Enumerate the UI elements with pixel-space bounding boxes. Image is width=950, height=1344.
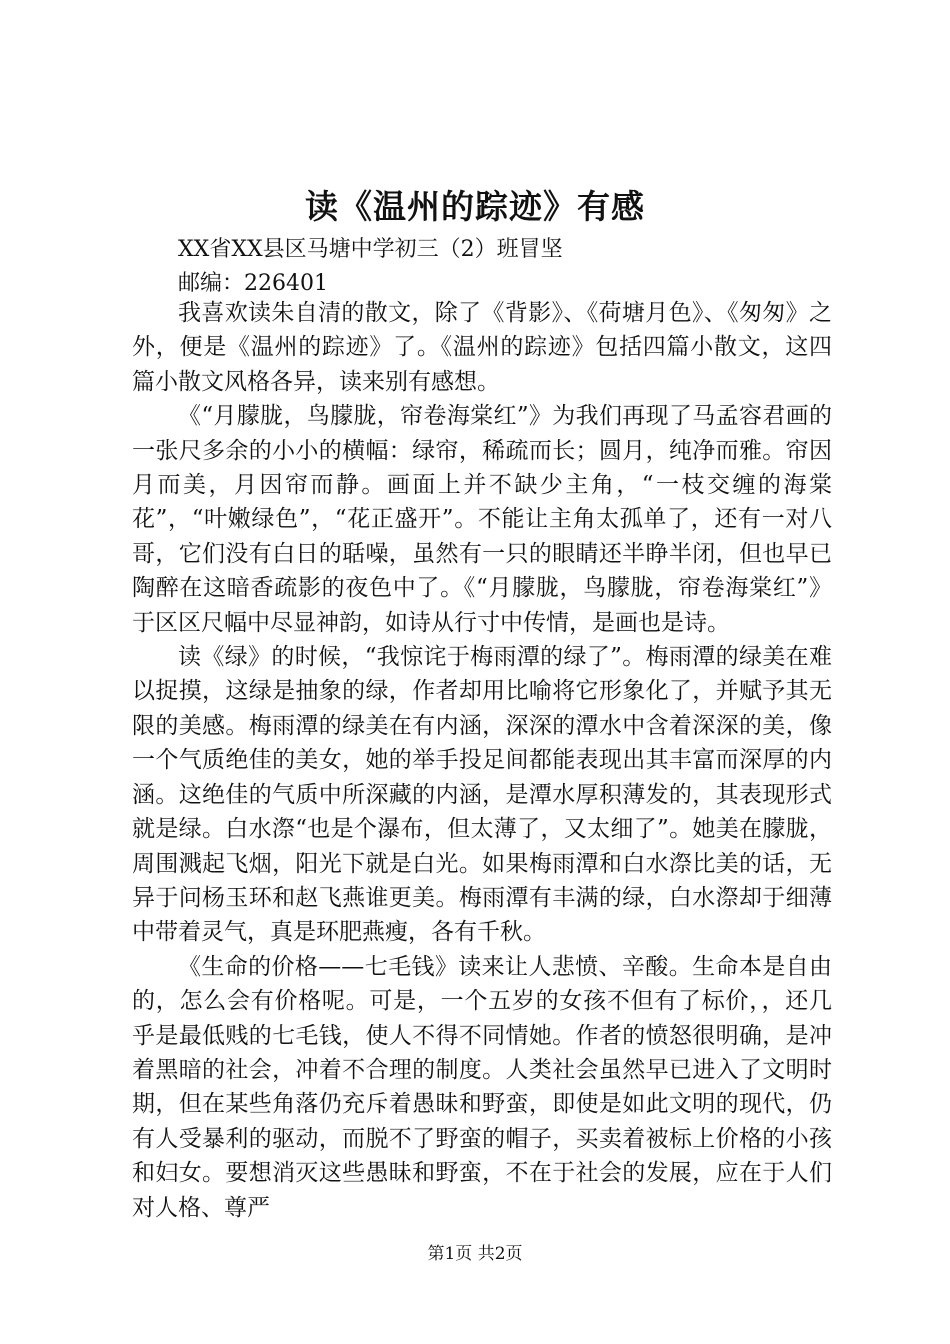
document-title: 读《温州的踪迹》有感 xyxy=(305,187,645,226)
zip-code-line: 邮编：226401 xyxy=(178,271,328,296)
page-number-footer: 第1页 共2页 xyxy=(427,1244,523,1264)
paragraph-2: 《“月朦胧，鸟朦胧，帘卷海棠红”》为我们再现了马孟容君画的一张尺多余的小小的横幅：绿帘，稀疏而长；圆月，纯净而雅。帘因月而美，月因帘而静。画面上并不缺少主角，“一枝交缠的海棠花”，“叶嫩绿色”，“花正盛开”。不能让主角太孤单了，还有一对八哥，它们没有白日的聒噪，虽然有一只的眼睛还半睁半闭，但也早已陶醉在这暗香疏影的夜色中了。《“月朦胧，鸟朦胧，帘卷海棠红”》于区区尺幅中尽显神韵，如诗从行寸中传情，是画也是诗。 xyxy=(132,403,832,636)
paragraph-1: 我喜欢读朱自清的散文，除了《背影》、《荷塘月色》、《匆匆》之外，便是《温州的踪迹》了。《温州的踪迹》包括四篇小散文，这四篇小散文风格各异，读来别有感想。 xyxy=(132,300,832,395)
author-line: XX省XX县区马塘中学初三（2）班冒坚 xyxy=(178,237,563,262)
paragraph-4: 《生命的价格——七毛钱》读来让人悲愤、辛酸。生命本是自由的，怎么会有价格呢。可是，一个五岁的女孩不但有了标价，，还几乎是最低贱的七毛钱，使人不得不同情她。作者的愤怒很明确，是冲着黑暗的社会，冲着不合理的制度。人类社会虽然早已进入了文明时期，但在某些角落仍充斥着愚昧和野蛮，即使是如此文明的现代，仍有人受暴利的驱动，而脱不了野蛮的帽子，买卖着被标上价格的小孩和妇女。要想消灭这些愚昧和野蛮，不在于社会的发展，应在于人们对人格、尊严 xyxy=(132,953,832,1221)
paragraph-3: 读《绿》的时候，“我惊诧于梅雨潭的绿了”。梅雨潭的绿美在难以捉摸，这绿是抽象的绿，作者却用比喻将它形象化了，并赋予其无限的美感。梅雨潭的绿美在有内涵，深深的潭水中含着深深的美，像一个气质绝佳的美女，她的举手投足间都能表现出其丰富而深厚的内涵。这绝佳的气质中所深藏的内涵，是潭水厚积薄发的，其表现形式就是绿。白水漈“也是个瀑布，但太薄了，又太细了”。她美在朦胧，周围溅起飞烟，阳光下就是白光。如果梅雨潭和白水漈比美的话，无异于问杨玉环和赵飞燕谁更美。梅雨潭有丰满的绿，白水漈却于细薄中带着灵气，真是环肥燕瘦，各有千秋。 xyxy=(132,644,832,946)
article-body xyxy=(132,296,832,1225)
